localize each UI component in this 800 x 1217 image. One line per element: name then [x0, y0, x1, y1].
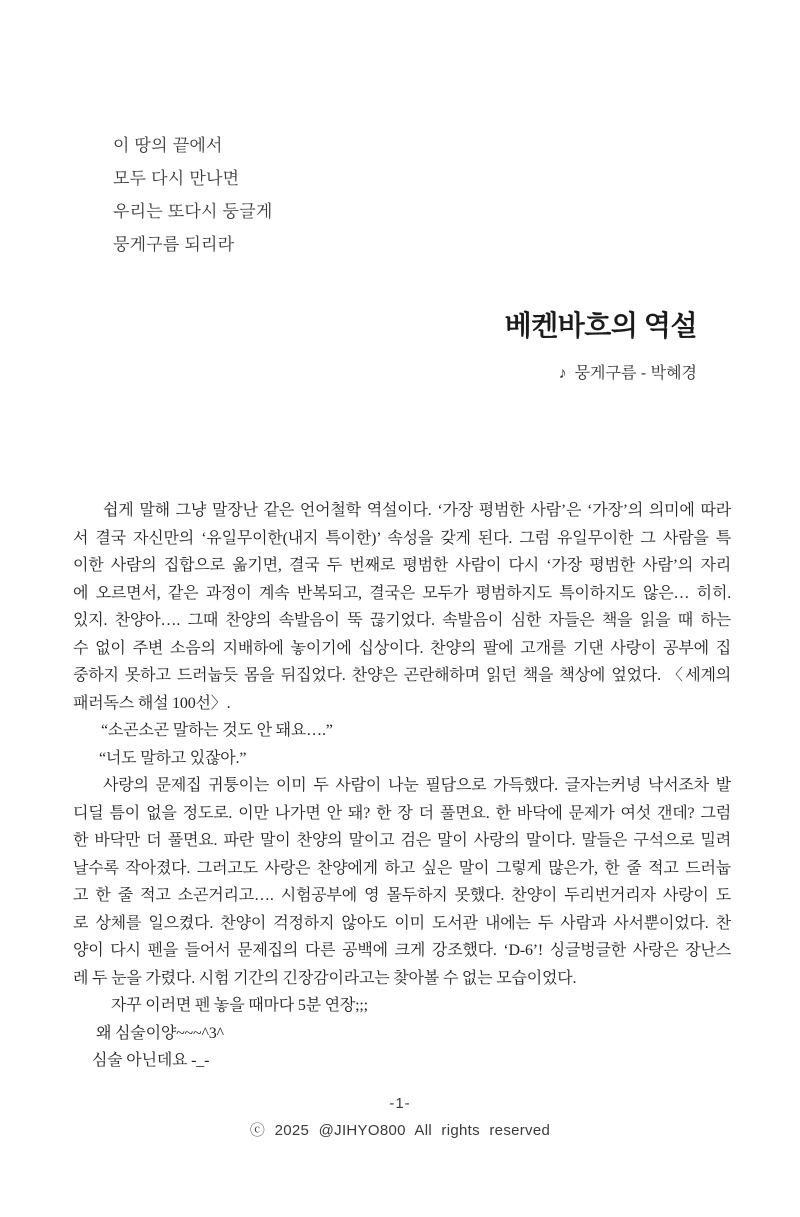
body-line: 디딜 틈이 없을 정도로. 이만 나가면 안 돼? 한 장 더 풀면요. 한 바닥에 문제가 여섯 갠데? 그럼: [73, 804, 731, 822]
copyright-notice: ⓒ 2025 @JIHYO800 All rights reserved: [249, 1122, 551, 1139]
body-line: 양이 다시 펜을 들어서 문제집의 다른 공백에 크게 강조했다. ‘D-6’! 싱글벙글한 사랑은 장난스: [73, 942, 731, 959]
poem-line: 우리는 또다시 둥글게: [113, 202, 273, 221]
body-line: 쉽게 말해 그냥 말장난 같은 언어철학 역설이다. ‘가장 평범한 사람’은 ‘가장’의 의미에 따라: [103, 502, 731, 519]
song-credit-text: 뭉게구름 - 박혜경: [574, 365, 697, 382]
epigraph-poem: [113, 129, 272, 261]
body-line: 서 결국 자신만의 ‘유일무이한(내지 특이한)’ 속성을 갖게 된다. 그럼 유일무이한 그 사람을 특: [73, 529, 731, 547]
body-line: “소곤소곤 말하는 것도 안 돼요….”: [101, 722, 333, 739]
poem-line: 모두 다시 만나면: [113, 169, 240, 188]
body-line: 심술 아닌데요 -_-: [92, 1052, 210, 1069]
body-line: 패러독스 해설 100선〉.: [73, 694, 231, 712]
story-body: [73, 497, 731, 1075]
body-line: 한 바닥만 더 풀면요. 파란 말이 찬양의 말이고 검은 말이 사랑의 말이다. 말들은 구석으로 밀려: [73, 832, 731, 849]
page-number: -1-: [389, 1095, 411, 1112]
song-credit: [505, 360, 697, 383]
title-block: [505, 310, 697, 383]
body-line: 에 오르면서, 같은 과정이 계속 반복되고, 결국은 모두가 평범하지도 특이하지도 않은… 히히.: [73, 584, 731, 602]
body-line: 레 두 눈을 가렸다. 시험 기간의 긴장감이라고는 찾아볼 수 없는 모습이었다.: [73, 969, 577, 987]
body-line: 중하지 못하고 드러눕듯 몸을 뒤집었다. 찬양은 곤란해하며 읽던 책을 책상에 엎었다. 〈세계의: [73, 667, 731, 684]
poem-line: 이 땅의 끝에서: [113, 136, 223, 155]
poem-line: 뭉게구름 되리라: [113, 235, 235, 254]
page-title: 베켄바흐의 역설: [504, 311, 697, 342]
body-line: “너도 말하고 있잖아.”: [99, 749, 247, 767]
music-note-icon: ♪: [558, 365, 567, 382]
body-line: 로 상체를 일으켰다. 찬양이 걱정하지 않아도 이미 도서관 내에는 두 사람과 사서뿐이었다. 찬: [73, 914, 731, 932]
body-line: 왜 심술이양~~~^3^: [96, 1024, 224, 1042]
body-line: 자꾸 이러면 펜 놓을 때마다 5분 연장;;;: [111, 997, 368, 1014]
body-line: 고 한 줄 적고 소곤거리고…. 시험공부에 영 몰두하지 못했다. 찬양이 두리번거리자 사랑이 도: [73, 887, 731, 904]
body-line: 날수록 작아졌다. 그러고도 사랑은 찬양에게 하고 싶은 말이 그렇게 많은가, 한 줄 적고 드러눕: [73, 859, 731, 877]
body-line: 있지. 찬양아…. 그때 찬양의 속발음이 뚝 끊기었다. 속발음이 심한 자들은 책을 읽을 때 하는: [73, 612, 731, 629]
body-line: 이한 사람의 집합으로 옮기면, 결국 두 번째로 평범한 사람이 다시 ‘가장 평범한 사람’의 자리: [73, 557, 731, 574]
body-line: 수 없이 주변 소음의 지배하에 놓이기에 십상이다. 찬양의 팔에 고개를 기댄 사랑이 공부에 집: [73, 639, 731, 657]
body-line: 사랑의 문제집 귀퉁이는 이미 두 사람이 나눈 필담으로 가득했다. 글자는커녕 낙서조차 발: [103, 777, 731, 794]
